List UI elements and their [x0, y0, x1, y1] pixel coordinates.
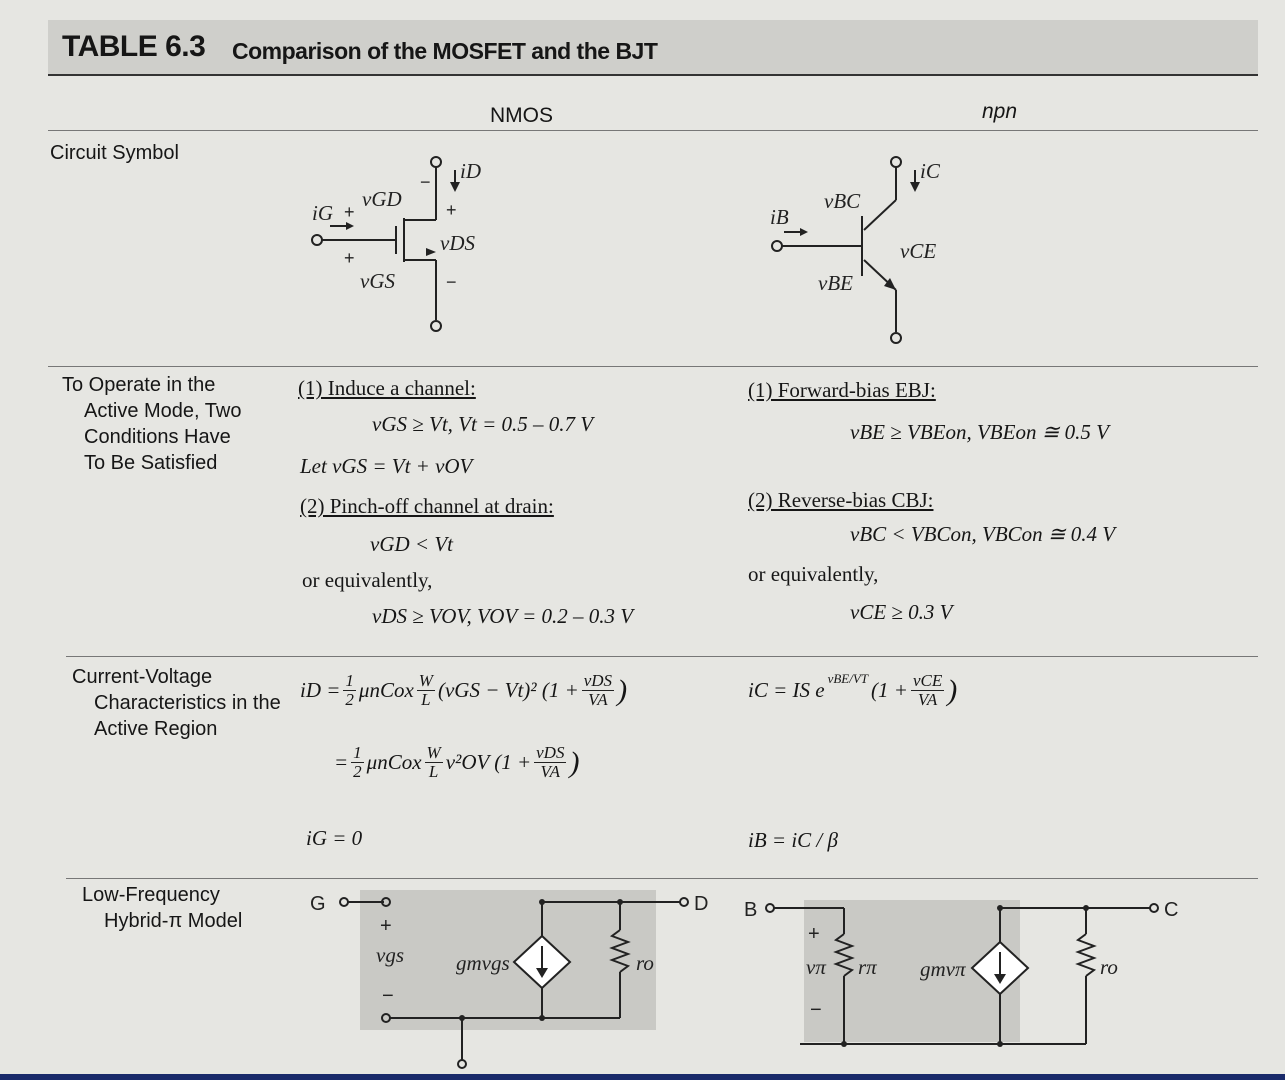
mos-iv-vov-term: v²OV (1 + — [445, 750, 532, 774]
iv-line-2: Characteristics in the — [94, 692, 281, 714]
row-rule-3 — [66, 878, 1258, 879]
bjt-vpi-plus: + — [808, 923, 820, 945]
bjt-or-equivalently: or equivalently, — [748, 562, 879, 586]
title-rule — [48, 74, 1258, 76]
mos-cond2-equation: vGD < Vt — [370, 532, 453, 556]
hybrid-line-2: Hybrid-π Model — [104, 910, 243, 932]
mos-iv-wl — [417, 672, 435, 709]
mos-ig-equation: iG = 0 — [306, 826, 363, 850]
nmos-ig-label: iG — [312, 201, 333, 225]
bjt-cond1-heading: (1) Forward-bias EBJ: — [748, 378, 936, 402]
nmos-vgs-label: vGS — [360, 269, 395, 293]
nmos-id-label: iD — [460, 159, 481, 183]
half-num: 1 — [345, 671, 354, 690]
mos-iv-vds-va — [582, 672, 614, 709]
column-header-npn: npn — [982, 100, 1018, 123]
bjt-gm-label: gmvπ — [920, 957, 966, 981]
bjt-rpi-label: rπ — [858, 955, 877, 979]
nmos-minus-1: − — [420, 172, 431, 192]
mos-iv-vds-va-2 — [534, 744, 566, 781]
row-label-iv — [72, 664, 281, 742]
bjt-hybrid-circuit — [740, 890, 1180, 1060]
hybrid-line-1: Low-Frequency — [82, 884, 220, 906]
iv-line-3: Active Region — [94, 718, 218, 740]
half-den: 2 — [345, 690, 354, 709]
w-num-2: W — [426, 743, 441, 762]
active-mode-line-3: Conditions Have — [84, 426, 231, 448]
row-label-active-mode — [62, 372, 241, 476]
bjt-ib-equation: iB = iC / β — [748, 828, 838, 852]
nmos-minus-2: − — [446, 272, 457, 292]
bjt-cond2-heading: (2) Reverse-bias CBJ: — [748, 488, 934, 512]
mos-d-node: D — [694, 893, 709, 915]
nmos-plus-1: + — [344, 202, 355, 222]
mos-iv-half-2 — [351, 744, 364, 781]
nmos-plus-2: + — [446, 200, 457, 220]
mos-vgs-plus: + — [380, 915, 392, 937]
row-label-circuit-symbol: Circuit Symbol — [50, 142, 179, 164]
w-num: W — [418, 671, 433, 690]
half-den-2: 2 — [353, 762, 362, 781]
half-num-2: 1 — [353, 743, 362, 762]
bjt-cond1-equation: vBE ≥ VBEon, VBEon ≅ 0.5 V — [850, 420, 1109, 444]
screen-bottom-bezel — [0, 1074, 1285, 1080]
nmos-vgd-label: vGD — [362, 187, 402, 211]
npn-vbc-label: vBC — [824, 189, 861, 213]
mos-iv-line-2 — [334, 744, 579, 781]
mos-iv-mucox-2: μnCox — [366, 750, 422, 774]
mos-cond2-heading: (2) Pinch-off channel at drain: — [300, 494, 554, 518]
mos-cond2-equation-2: vDS ≥ VOV, VOV = 0.2 – 0.3 V — [372, 604, 634, 628]
table-number: TABLE 6.3 — [62, 30, 206, 63]
bjt-ro-label: ro — [1100, 955, 1118, 979]
bjt-close-paren: ) — [947, 673, 958, 707]
active-mode-line-2: Active Mode, Two — [84, 400, 242, 422]
table-title: Comparison of the MOSFET and the BJT — [232, 38, 658, 64]
mos-iv-lhs: iD = — [300, 678, 341, 702]
npn-ib-label: iB — [770, 205, 789, 229]
mos-iv-close-paren: ) — [617, 673, 628, 707]
npn-symbol — [760, 140, 980, 350]
bjt-va-den: VA — [917, 690, 938, 709]
npn-vbe-label: vBE — [818, 271, 853, 295]
header-rule — [48, 130, 1258, 131]
row-rule-1 — [48, 366, 1258, 367]
vds-num: vDS — [583, 671, 613, 690]
vds-num-2: vDS — [536, 743, 565, 762]
mos-iv-mucox: μnCox — [358, 678, 414, 702]
row-rule-2 — [66, 656, 1258, 657]
bjt-b-node: B — [744, 899, 758, 921]
bjt-vpi-label: vπ — [806, 955, 826, 979]
mos-cond1-let: Let vGS = Vt + vOV — [300, 454, 473, 478]
mos-hybrid-circuit — [300, 890, 720, 1070]
bjt-exponent: vBE/VT — [827, 670, 869, 686]
active-mode-line-4: To Be Satisfied — [84, 452, 218, 474]
bjt-ic-equation: iC = IS e — [748, 678, 825, 702]
mos-vgs-label: vgs — [376, 943, 404, 967]
npn-vce-label: vCE — [900, 239, 937, 263]
mos-gm-label: gmvgs — [456, 951, 510, 975]
mos-ro-label: ro — [636, 951, 654, 975]
mos-cond1-equation: vGS ≥ Vt, Vt = 0.5 – 0.7 V — [372, 412, 594, 436]
row-label-hybrid — [82, 882, 242, 934]
mos-iv-square-term: (vGS − Vt)² (1 + — [437, 678, 579, 702]
iv-line-1: Current-Voltage — [72, 666, 213, 688]
bjt-iv-line — [748, 672, 957, 709]
nmos-plus-3: + — [344, 248, 355, 268]
bjt-cond2-equation-2: vCE ≥ 0.3 V — [850, 600, 953, 624]
l-den: L — [421, 690, 431, 709]
bjt-c-node: C — [1164, 899, 1179, 921]
mos-iv-line-1 — [300, 672, 627, 709]
bjt-vpi-minus: − — [810, 999, 822, 1021]
nmos-symbol — [300, 140, 520, 350]
l-den-2: L — [428, 762, 439, 781]
mos-iv-line2-eq: = — [334, 750, 349, 774]
bjt-open-term: (1 + — [871, 678, 908, 702]
va-den: VA — [588, 690, 608, 709]
mos-iv-half — [343, 672, 356, 709]
va-den-2: VA — [540, 762, 561, 781]
mos-iv-wl-2 — [425, 744, 443, 781]
active-mode-line-1: To Operate in the — [62, 374, 216, 396]
mos-g-node: G — [310, 893, 326, 915]
mos-vgs-minus: − — [382, 985, 394, 1007]
mos-cond1-heading: (1) Induce a channel: — [298, 376, 476, 400]
bjt-cond2-equation: vBC < VBCon, VBCon ≅ 0.4 V — [850, 522, 1116, 546]
npn-ic-label: iC — [920, 159, 940, 183]
mos-iv-close-paren-2: ) — [569, 745, 580, 779]
mos-or-equivalently: or equivalently, — [302, 568, 433, 592]
nmos-vds-label: vDS — [440, 231, 475, 255]
bjt-vce-va — [911, 672, 944, 709]
column-header-nmos: NMOS — [490, 104, 553, 127]
vce-num: vCE — [912, 671, 943, 690]
